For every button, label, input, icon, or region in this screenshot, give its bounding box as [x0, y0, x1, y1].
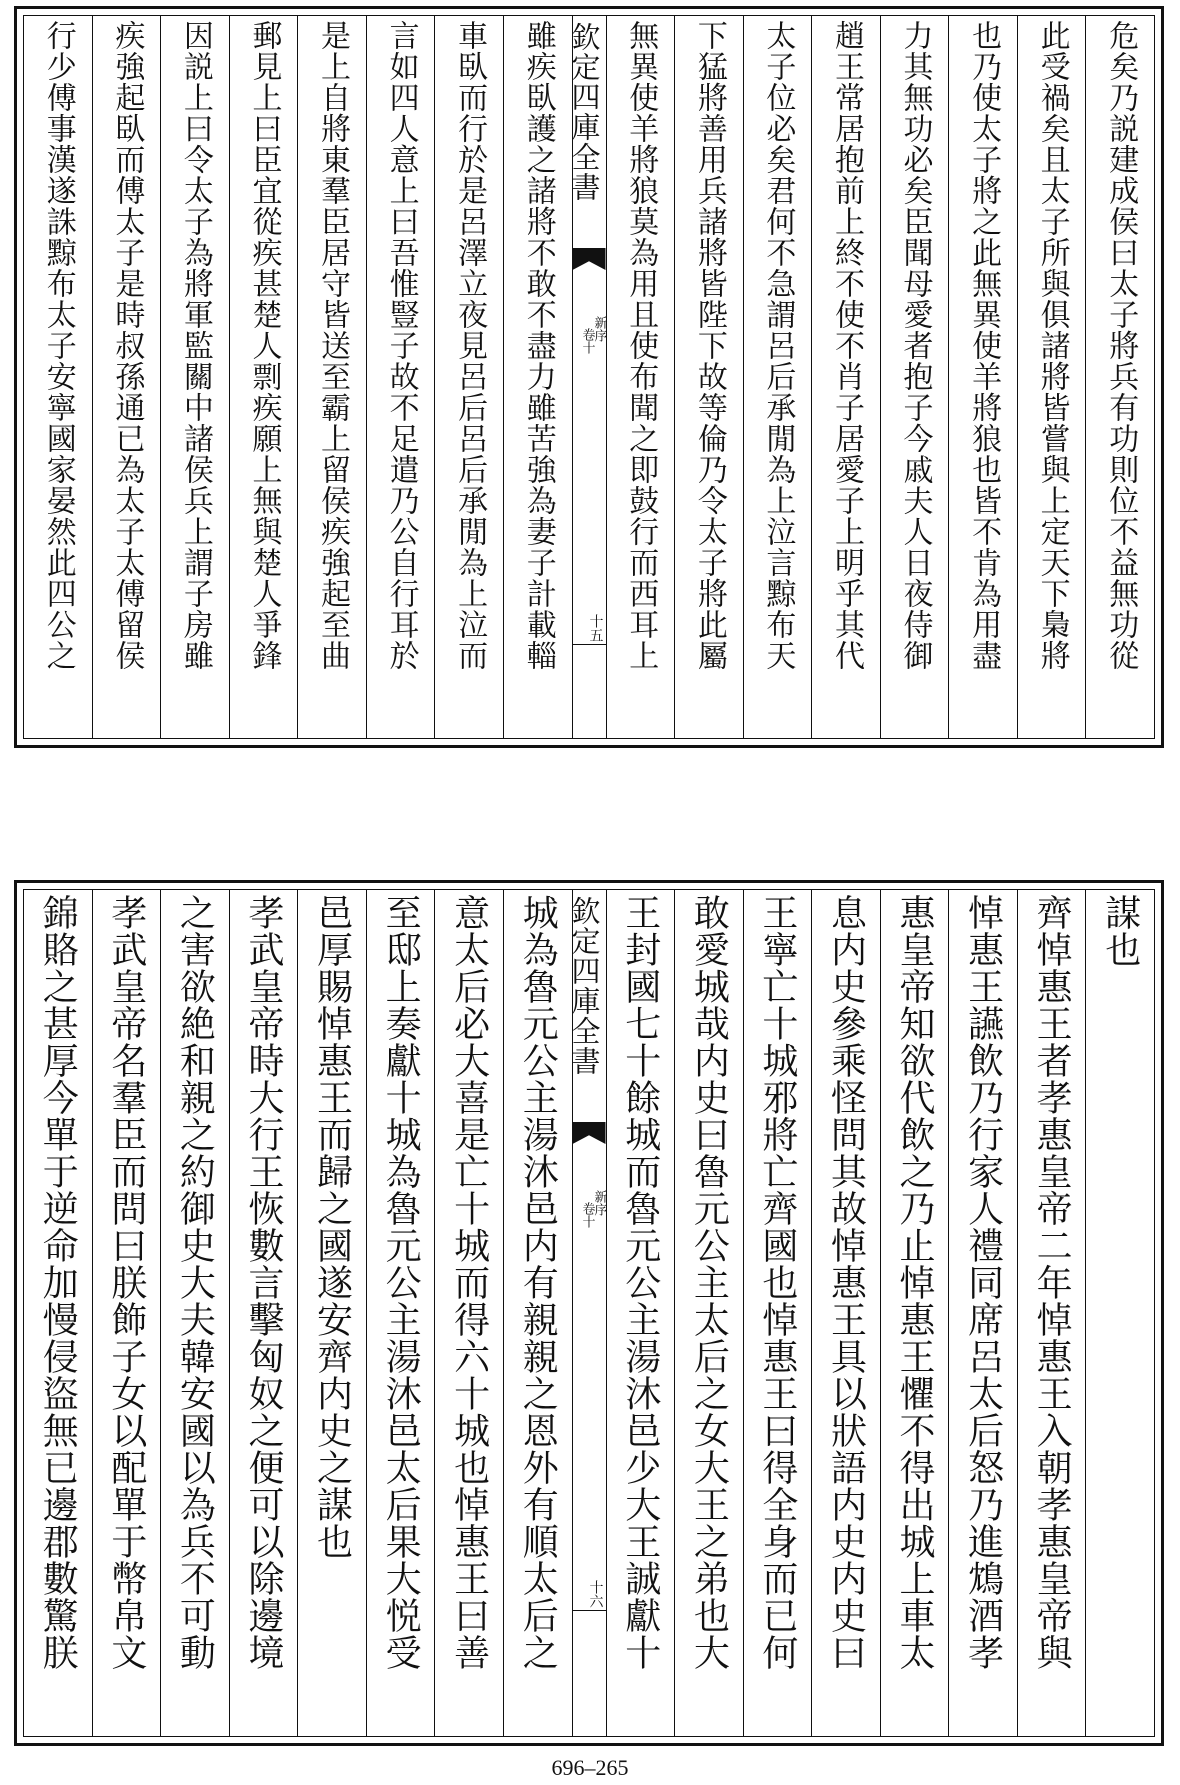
gutter-volume: 卷十 — [579, 1202, 595, 1228]
gutter-tick — [573, 1610, 606, 1611]
text-column — [366, 890, 435, 1736]
column-text: 之害欲絶和親之約御史大夫韓安國以為兵不可動 — [174, 894, 216, 1671]
column-text: 王封國七十餘城而魯元公主湯沐邑少大王誠獻十 — [619, 894, 661, 1671]
column-text: 太子位必矣君何不急謂呂后承閒為上泣言黥布天 — [760, 20, 796, 671]
upper-page — [14, 6, 1164, 748]
text-column — [743, 16, 812, 738]
text-column — [229, 890, 298, 1736]
text-column — [1017, 16, 1086, 738]
column-text: 疾強起臥而傅太子是時叔孫通已為太子太傅留侯 — [109, 20, 145, 671]
column-text: 錦賂之甚厚今單于逆命加慢侵盜無已邊郡數驚朕 — [37, 894, 79, 1671]
gutter-title: 欽定四庫全書 — [567, 896, 602, 1076]
text-column — [880, 16, 949, 738]
gutter-tick — [573, 644, 606, 645]
column-text: 車臥而行於是呂澤立夜見呂后呂后承閒為上泣而 — [452, 20, 488, 671]
text-column — [674, 16, 743, 738]
fish-tail-mark — [573, 1122, 606, 1144]
text-column — [434, 16, 503, 738]
column-text: 悼惠王讌飲乃行家人禮同席呂太后怒乃進鴆酒孝 — [962, 894, 1004, 1671]
text-column — [503, 16, 572, 738]
text-column — [160, 890, 229, 1736]
column-text: 雖疾臥護之諸將不敢不盡力雖苦強為妻子計載輜 — [520, 20, 556, 671]
text-column — [366, 16, 435, 738]
text-column — [811, 16, 880, 738]
text-column — [434, 890, 503, 1736]
text-column — [948, 16, 1017, 738]
text-column — [1085, 16, 1154, 738]
text-column — [1085, 890, 1154, 1736]
column-text: 力其無功必矣臣聞母愛者抱子今戚夫人日夜侍御 — [897, 20, 933, 671]
gutter-section: 新序 — [591, 316, 607, 342]
lower-page-frame — [23, 889, 1155, 1737]
page-gutter — [567, 890, 607, 1736]
column-text: 言如四人意上曰吾惟豎子故不足遣乃公自行耳於 — [383, 20, 419, 671]
column-text: 至邸上奏獻十城為魯元公主湯沐邑太后果大悦受 — [380, 894, 422, 1671]
text-column — [743, 890, 812, 1736]
column-text: 趙王常居抱前上終不使不肖子居愛子上明乎其代 — [828, 20, 864, 671]
gutter-section: 新序 — [591, 1190, 607, 1216]
text-column — [606, 890, 675, 1736]
text-column — [92, 890, 161, 1736]
column-text: 息内史參乘怪問其故悼惠王具以狀語内史内史曰 — [825, 894, 867, 1671]
text-column — [24, 890, 92, 1736]
text-column — [160, 16, 229, 738]
text-column — [92, 16, 161, 738]
text-column — [297, 890, 366, 1736]
fish-tail-mark — [573, 248, 606, 270]
text-column — [229, 16, 298, 738]
column-text: 無異使羊將狼莫為用且使布聞之即鼓行而西耳上 — [623, 20, 659, 671]
gutter-page-number: 十五 — [587, 614, 604, 642]
page-gutter — [567, 16, 607, 738]
column-text: 是上自將東羣臣居守皆送至霸上留侯疾強起至曲 — [315, 20, 351, 671]
column-text: 此受禍矣且太子所與俱諸將皆嘗與上定天下梟將 — [1034, 20, 1070, 671]
column-text: 意太后必大喜是亡十城而得六十城也悼惠王曰善 — [448, 894, 490, 1671]
text-column — [606, 16, 675, 738]
lower-page — [14, 880, 1164, 1746]
column-text: 孝武皇帝名羣臣而問曰朕飾子女以配單于幣帛文 — [105, 894, 147, 1671]
text-column — [1017, 890, 1086, 1736]
column-text: 城為魯元公主湯沐邑内有親親之恩外有順太后之 — [517, 894, 559, 1671]
column-text: 齊悼惠王者孝惠皇帝二年悼惠王入朝孝惠皇帝與 — [1031, 894, 1073, 1671]
column-text: 郵見上曰臣宜從疾甚楚人剽疾願上無與楚人爭鋒 — [246, 20, 282, 671]
gutter-title: 欽定四庫全書 — [567, 22, 602, 202]
column-text: 危矣乃説建成侯曰太子將兵有功則位不益無功從 — [1103, 20, 1139, 671]
text-column — [674, 890, 743, 1736]
text-column — [503, 890, 572, 1736]
column-text: 王寧亡十城邪將亡齊國也悼惠王曰得全身而已何 — [756, 894, 798, 1671]
text-column — [811, 890, 880, 1736]
column-text: 謀也 — [1099, 894, 1141, 968]
column-text: 敢愛城哉内史曰魯元公主太后之女大王之弟也大 — [688, 894, 730, 1671]
upper-page-frame — [23, 15, 1155, 739]
gutter-volume: 卷十 — [579, 328, 595, 354]
column-text: 孝武皇帝時大行王恢數言擊匈奴之便可以除邊境 — [242, 894, 284, 1671]
column-text: 因説上曰令太子為將軍監關中諸侯兵上謂子房雖 — [177, 20, 213, 671]
text-column — [880, 890, 949, 1736]
page-footer-number: 696–265 — [551, 1755, 629, 1780]
column-text: 惠皇帝知欲代飲之乃止悼惠王懼不得出城上車太 — [894, 894, 936, 1671]
gutter-page-number: 十六 — [587, 1580, 604, 1608]
column-text: 邑厚賜悼惠王而歸之國遂安齊内史之謀也 — [311, 894, 353, 1560]
text-column — [297, 16, 366, 738]
text-column — [948, 890, 1017, 1736]
column-text: 下猛將善用兵諸將皆陛下故等倫乃令太子將此屬 — [691, 20, 727, 671]
column-text: 行少傅事漢遂誅黥布太子安寧國家晏然此四公之 — [40, 20, 76, 671]
text-column — [24, 16, 92, 738]
column-text: 也乃使太子將之此無異使羊將狼也皆不肯為用盡 — [966, 20, 1002, 671]
